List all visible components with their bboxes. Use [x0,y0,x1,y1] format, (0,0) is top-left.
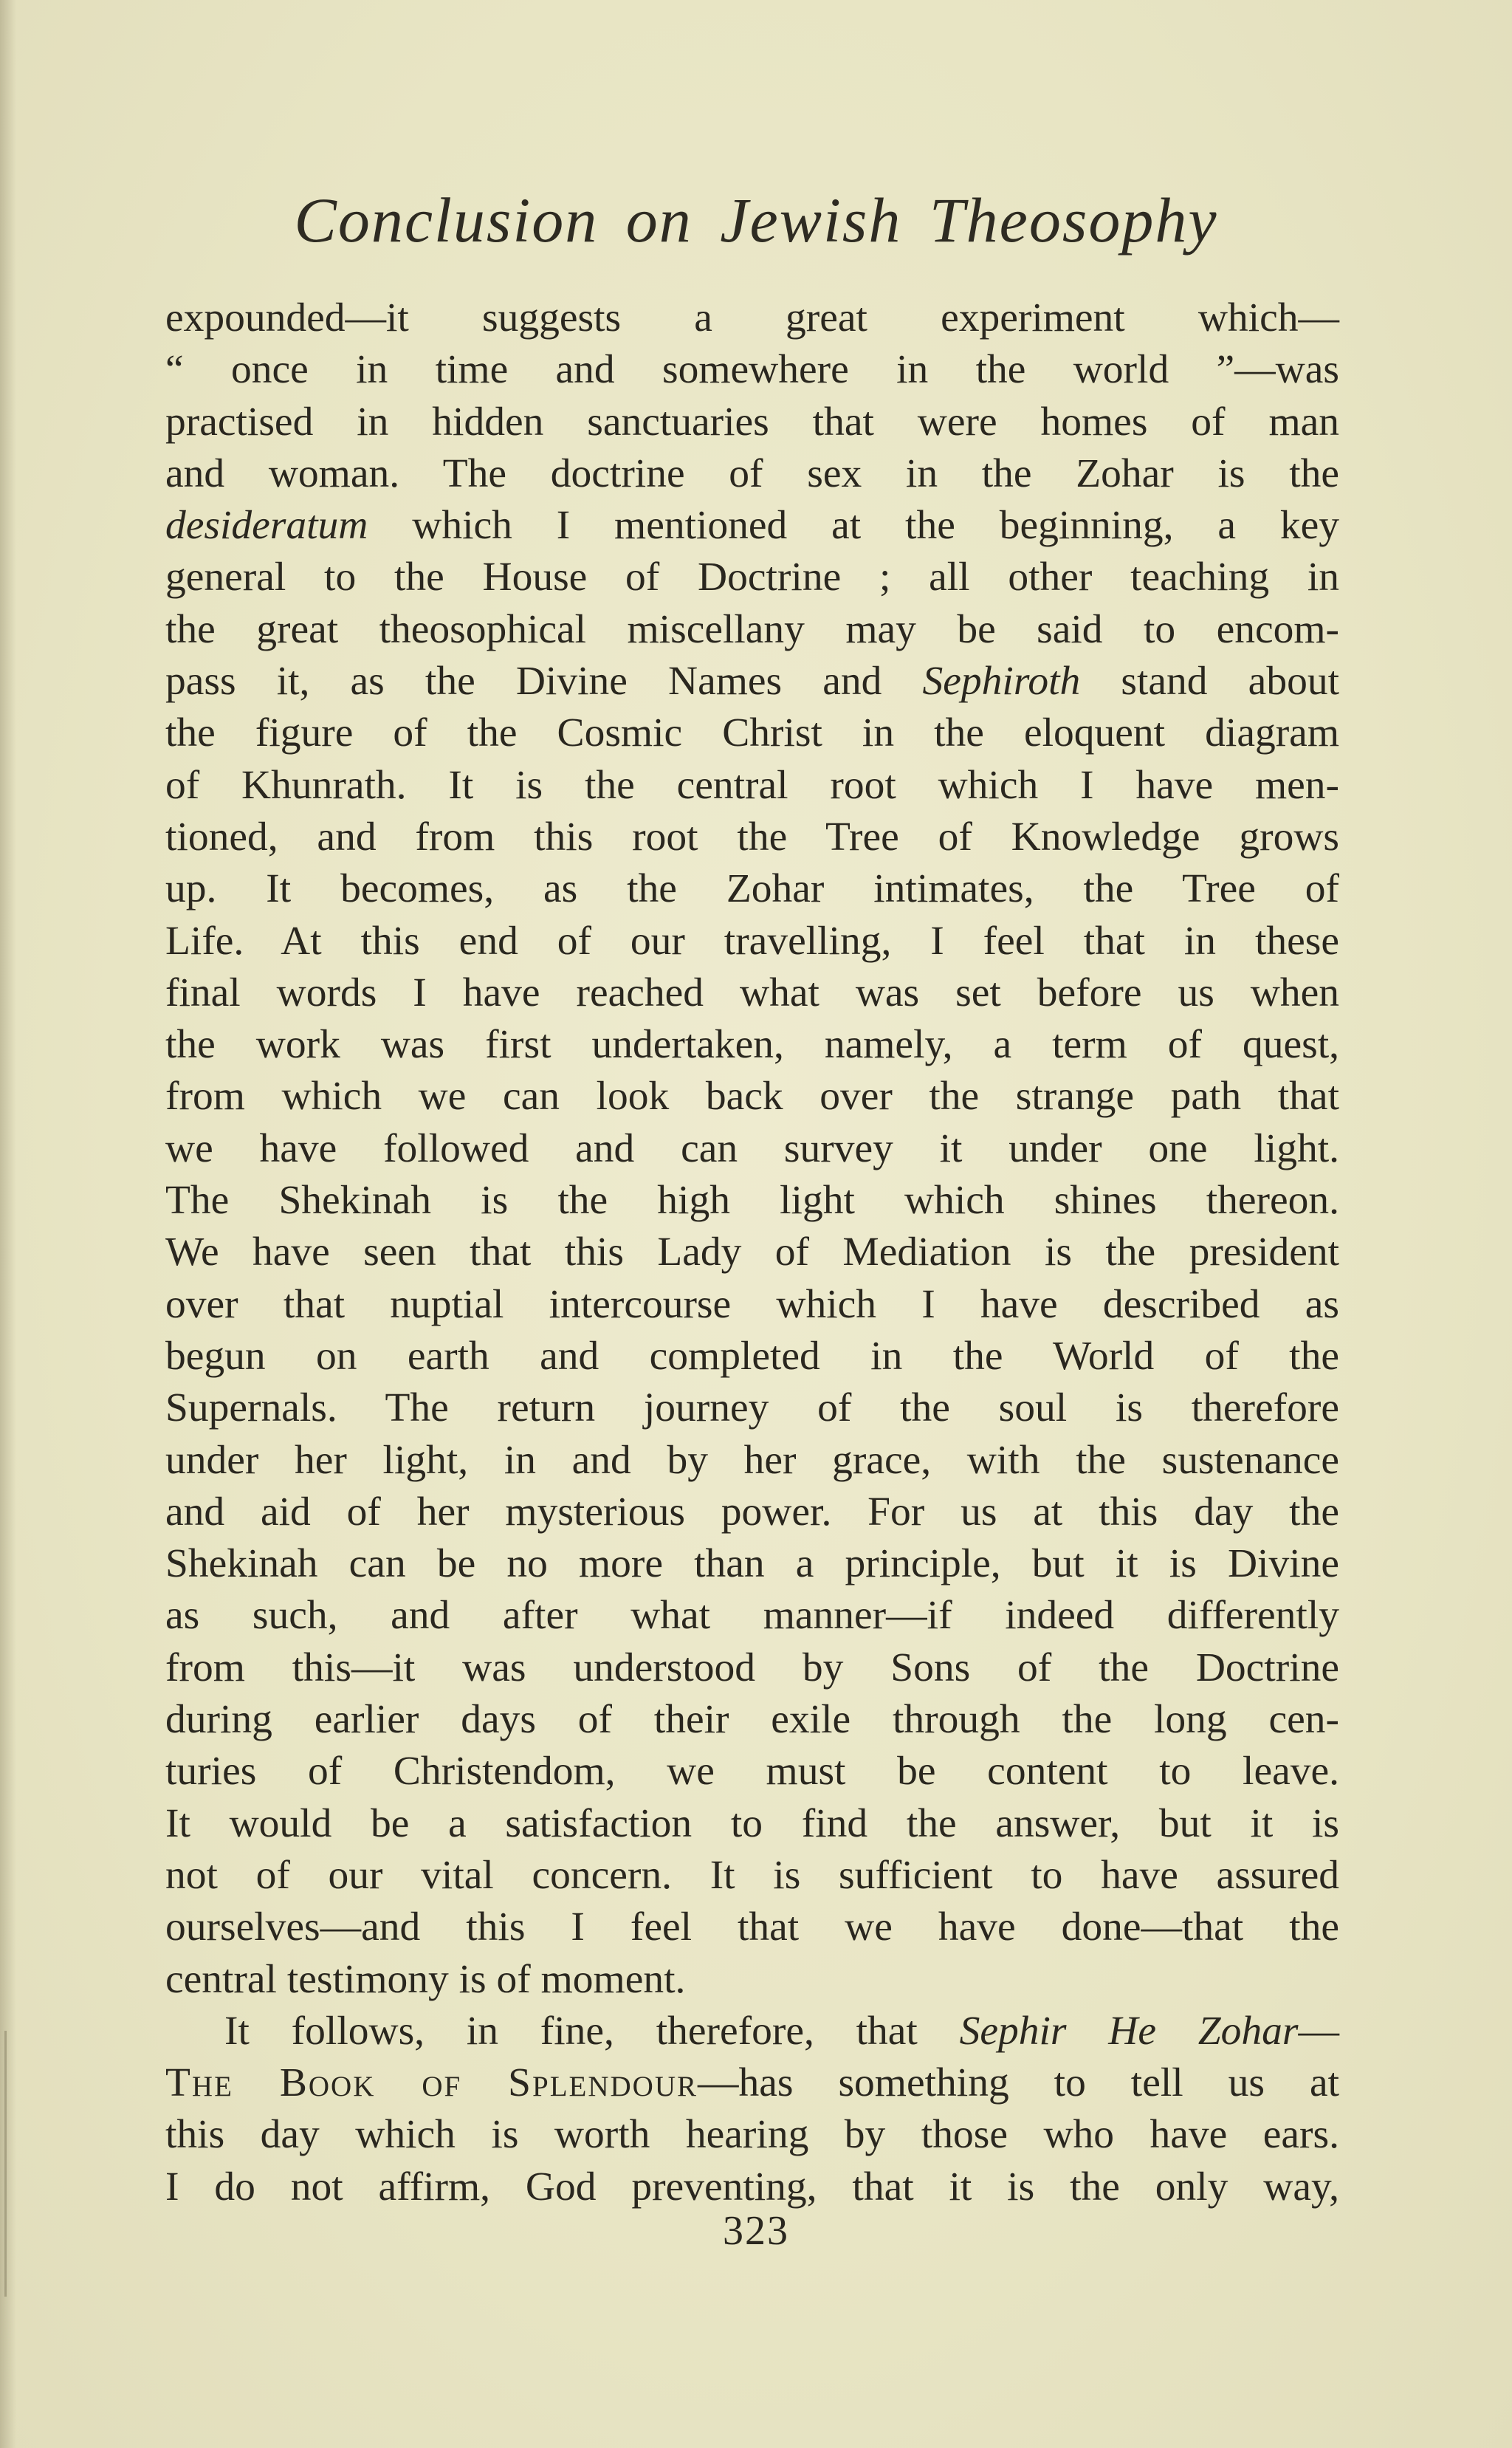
italic-term: Sephiroth [922,659,1081,704]
text-line: practised in hidden sanctuaries that were homes of man [165,399,1339,445]
text-line: Supernals. The return journey of the soul is therefore [165,1385,1339,1431]
text-line: ourselves—and this I feel that we have done—that the [165,1904,1339,1950]
text-line: this day which is worth hearing by those who have ears. [165,2112,1339,2158]
italic-term: Sephir He Zohar [959,2008,1299,2054]
gutter-shadow [0,0,16,2448]
text-line: The Shekinah is the high light which shines thereon. [165,1178,1339,1224]
text-line: of Khunrath. It is the central root which I have men- [165,762,1339,808]
text-line: Life. At this end of our travelling, I feel that in these [165,918,1339,964]
page-number: 323 [723,2208,789,2254]
text-line: the great theosophical miscellany may be said to encom- [165,606,1339,652]
text-line: general to the House of Doctrine ; all other teaching in [165,555,1339,600]
text-line: We have seen that this Lady of Mediation is the president [165,1230,1339,1275]
text-line: “ once in time and somewhere in the world ”—was [165,347,1339,393]
text-line: the work was first undertaken, namely, a term of quest, [165,1022,1339,1068]
running-head: Conclusion on Jewish Theosophy [294,185,1218,256]
text-line: and aid of her mysterious power. For us at this day the [165,1489,1339,1535]
text-line: from which we can look back over the strange path that [165,1074,1339,1120]
text-line: the figure of the Cosmic Christ in the eloquent diagram [165,710,1339,756]
text-line: It would be a satisfaction to find the answer, but it is [165,1800,1339,1846]
text-line: I do not affirm, God preventing, that it is the only way, [165,2164,1339,2209]
text-line: final words I have reached what was set before us when [165,970,1339,1015]
text-line: over that nuptial intercourse which I have described as [165,1281,1339,1327]
text-line: The Book of Splendour—has something to tell us at [165,2060,1339,2106]
text-line: tioned, and from this root the Tree of Knowledge grows [165,814,1339,860]
italic-term: desideratum [165,503,368,549]
text-line: during earlier days of their exile through the long cen- [165,1697,1339,1743]
book-title-small-caps: The Book of Splendour [165,2060,698,2106]
text-line: desideratum which I mentioned at the beginning, a key [165,503,1339,549]
text-line: we have followed and can survey it under one light. [165,1125,1339,1171]
text-line: It follows, in fine, therefore, that Sephir He Zohar— [224,2008,1339,2054]
text-line: pass it, as the Divine Names and Sephiroth stand about [165,659,1339,704]
text-line: turies of Christendom, we must be content to leave. [165,1749,1339,1794]
text-line: from this—it was understood by Sons of the Doctrine [165,1645,1339,1690]
text-line: begun on earth and completed in the World of the [165,1333,1339,1379]
text-line: under her light, in and by her grace, with the sustenance [165,1437,1339,1483]
text-line: central testimony is of moment. [165,1956,686,2002]
text-line: as such, and after what manner—if indeed differently [165,1593,1339,1639]
text-line: Shekinah can be no more than a principle, but it is Divine [165,1541,1339,1587]
body-text [165,292,1339,2213]
text-line: up. It becomes, as the Zohar intimates, the Tree of [165,866,1339,912]
text-line: and woman. The doctrine of sex in the Zohar is the [165,450,1339,496]
binding-mark [4,2031,7,2297]
text-line: not of our vital concern. It is sufficient to have assured [165,1852,1339,1898]
text-line: expounded—it suggests a great experiment which— [165,295,1339,340]
